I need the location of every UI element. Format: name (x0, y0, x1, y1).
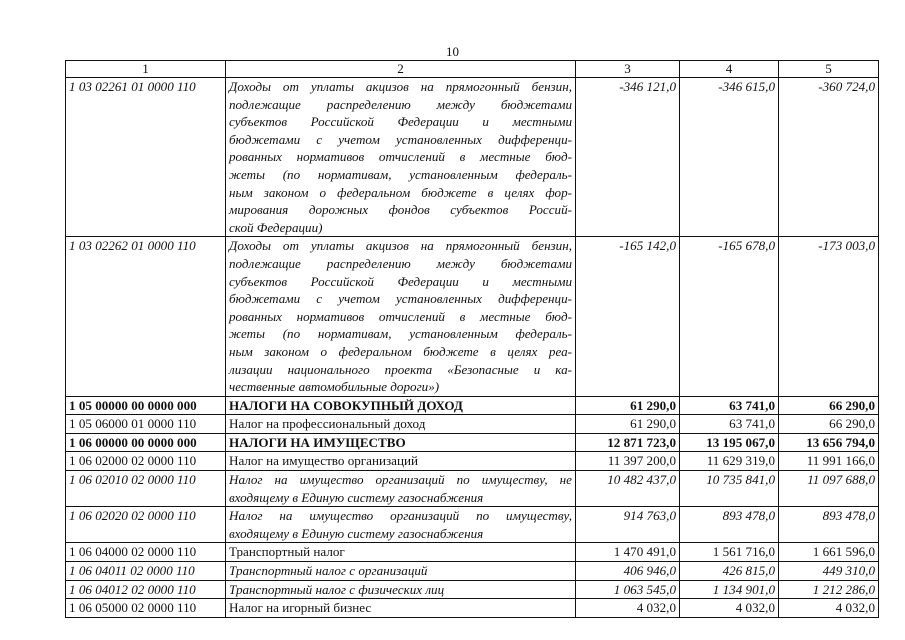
row-name (226, 78, 576, 237)
row-value-col5: 1 661 596,0 (779, 543, 879, 562)
row-name-line: жеты (по нормативам, установленным федераль- (229, 326, 572, 342)
row-code: 1 06 04011 02 0000 110 (66, 562, 226, 581)
row-name-line: НАЛОГИ НА ИМУЩЕСТВО (229, 434, 406, 450)
row-value-col3: 406 946,0 (576, 562, 680, 581)
column-number-2: 2 (226, 61, 576, 78)
row-name (226, 562, 576, 581)
column-number-3: 3 (576, 61, 680, 78)
row-name-line: мирования дорожных фондов субъектов Россий- (229, 202, 572, 218)
row-name-line: ской Федерации) (229, 219, 323, 235)
table-row (66, 507, 879, 543)
row-code: 1 03 02261 01 0000 110 (66, 78, 226, 237)
row-name-line: подлежащие распределению между бюджетами (229, 96, 572, 112)
row-name-line: рованных нормативов отчислений в местные бюд- (229, 308, 572, 324)
row-value-col5: 66 290,0 (779, 396, 879, 415)
table-row (66, 471, 879, 507)
row-name-line: Налог на имущество организаций по имуществу, не (229, 472, 572, 488)
table-row (66, 396, 879, 415)
row-name-line: лизации национального проекта «Безопасные и ка- (229, 361, 572, 377)
row-code: 1 06 02010 02 0000 110 (66, 471, 226, 507)
row-value-col4: -346 615,0 (680, 78, 779, 237)
row-code: 1 06 02000 02 0000 110 (66, 452, 226, 471)
row-value-col5: 13 656 794,0 (779, 433, 879, 452)
row-name (226, 471, 576, 507)
row-name-line: бюджетами с учетом установленных дифференци- (229, 291, 572, 307)
table-row (66, 599, 879, 618)
row-value-col5: 1 212 286,0 (779, 580, 879, 599)
row-value-col3: -165 142,0 (576, 237, 680, 396)
row-value-col3: 1 470 491,0 (576, 543, 680, 562)
row-name (226, 580, 576, 599)
row-name-line: рованных нормативов отчислений в местные бюд- (229, 149, 572, 165)
row-name-line: чественные автомобильные дороги») (229, 379, 440, 395)
row-value-col4: 1 134 901,0 (680, 580, 779, 599)
row-name (226, 396, 576, 415)
row-name-line: Транспортный налог с организаций (229, 563, 428, 579)
column-number-5: 5 (779, 61, 879, 78)
row-name-line: Доходы от уплаты акцизов на прямогонный бензин, (229, 238, 572, 254)
row-name (226, 599, 576, 618)
row-name (226, 507, 576, 543)
row-name-line: подлежащие распределению между бюджетами (229, 255, 572, 271)
row-code: 1 06 00000 00 0000 000 (66, 433, 226, 452)
table-body (66, 61, 879, 618)
row-value-col4: -165 678,0 (680, 237, 779, 396)
row-value-col4: 1 561 716,0 (680, 543, 779, 562)
row-name-line: Транспортный налог с физических лиц (229, 581, 445, 597)
row-value-col4: 893 478,0 (680, 507, 779, 543)
table-row (66, 433, 879, 452)
column-number-row (66, 61, 879, 78)
row-code: 1 05 06000 01 0000 110 (66, 415, 226, 434)
row-name-line: Транспортный налог (229, 544, 345, 560)
row-value-col5: 893 478,0 (779, 507, 879, 543)
page-number: 10 (446, 44, 459, 59)
row-code: 1 03 02262 01 0000 110 (66, 237, 226, 396)
row-value-col4: 13 195 067,0 (680, 433, 779, 452)
row-value-col4: 11 629 319,0 (680, 452, 779, 471)
row-value-col4: 426 815,0 (680, 562, 779, 581)
row-name-line: субъектов Российской Федерации и местными (229, 273, 572, 289)
row-value-col3: 61 290,0 (576, 415, 680, 434)
row-name (226, 433, 576, 452)
row-value-col4: 63 741,0 (680, 415, 779, 434)
row-name-line: бюджетами с учетом установленных дифференци- (229, 131, 572, 147)
budget-table (65, 60, 879, 618)
row-code: 1 06 04012 02 0000 110 (66, 580, 226, 599)
row-name-line: входящему в Единую систему газоснабжения (229, 525, 484, 541)
row-name-line: входящему в Единую систему газоснабжения (229, 489, 484, 505)
row-value-col3: 914 763,0 (576, 507, 680, 543)
row-name-line: жеты (по нормативам, установленным федераль- (229, 166, 572, 182)
row-value-col3: 11 397 200,0 (576, 452, 680, 471)
table-row (66, 543, 879, 562)
row-value-col3: 61 290,0 (576, 396, 680, 415)
row-name-line: Налог на игорный бизнес (229, 600, 372, 616)
table-row (66, 452, 879, 471)
row-name-line: Налог на имущество организаций по имуществу, (229, 508, 572, 524)
table-row (66, 562, 879, 581)
row-name-line: ным законом о федеральном бюджете в целях реа- (229, 343, 572, 359)
row-value-col5: 4 032,0 (779, 599, 879, 618)
row-value-col5: -173 003,0 (779, 237, 879, 396)
column-number-1: 1 (66, 61, 226, 78)
table-row (66, 78, 879, 237)
row-value-col5: 66 290,0 (779, 415, 879, 434)
row-name-line: ным законом о федеральном бюджете в целях фор- (229, 184, 572, 200)
row-value-col3: -346 121,0 (576, 78, 680, 237)
row-name (226, 415, 576, 434)
table-row (66, 415, 879, 434)
row-value-col5: 11 097 688,0 (779, 471, 879, 507)
row-value-col4: 10 735 841,0 (680, 471, 779, 507)
row-value-col5: 449 310,0 (779, 562, 879, 581)
row-name (226, 452, 576, 471)
row-value-col4: 4 032,0 (680, 599, 779, 618)
row-name-line: Налог на профессиональный доход (229, 416, 426, 432)
row-code: 1 06 04000 02 0000 110 (66, 543, 226, 562)
row-name (226, 237, 576, 396)
row-name-line: НАЛОГИ НА СОВОКУПНЫЙ ДОХОД (229, 397, 463, 413)
table-row (66, 237, 879, 396)
row-value-col3: 4 032,0 (576, 599, 680, 618)
row-value-col5: 11 991 166,0 (779, 452, 879, 471)
row-code: 1 06 05000 02 0000 110 (66, 599, 226, 618)
row-code: 1 06 02020 02 0000 110 (66, 507, 226, 543)
row-name-line: Доходы от уплаты акцизов на прямогонный бензин, (229, 79, 572, 94)
row-value-col3: 1 063 545,0 (576, 580, 680, 599)
row-value-col4: 63 741,0 (680, 396, 779, 415)
row-value-col5: -360 724,0 (779, 78, 879, 237)
table-row (66, 580, 879, 599)
row-code: 1 05 00000 00 0000 000 (66, 396, 226, 415)
row-value-col3: 10 482 437,0 (576, 471, 680, 507)
row-name (226, 543, 576, 562)
row-name-line: субъектов Российской Федерации и местными (229, 114, 572, 130)
column-number-4: 4 (680, 61, 779, 78)
row-value-col3: 12 871 723,0 (576, 433, 680, 452)
row-name-line: Налог на имущество организаций (229, 453, 419, 469)
